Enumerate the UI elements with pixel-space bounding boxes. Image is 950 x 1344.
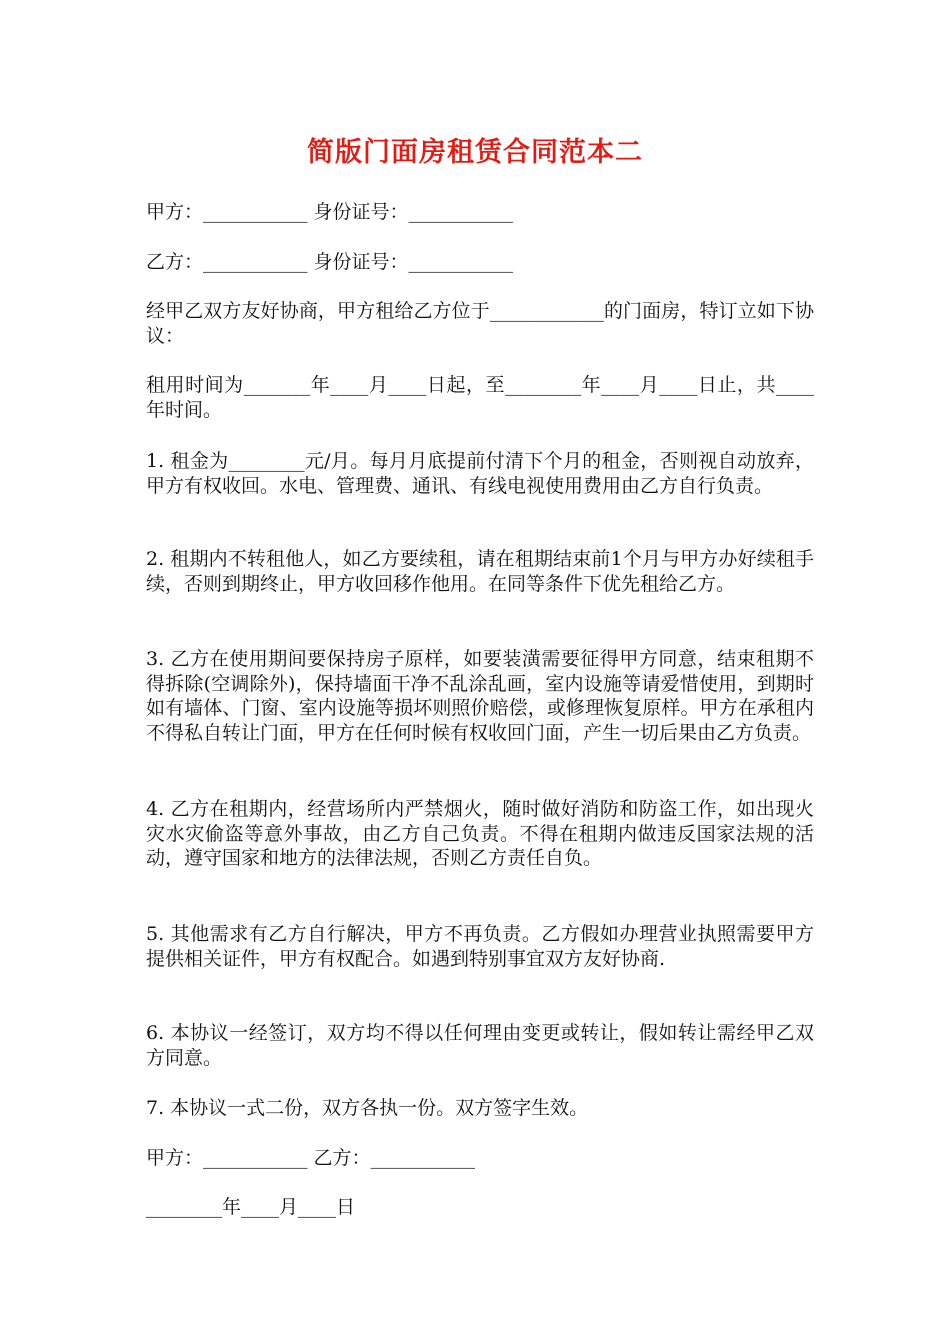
clause-7: 7. 本协议一式二份，双方各执一份。双方签字生效。 [146,1097,589,1119]
date-line: ________年____月____日 [146,1196,356,1218]
signature-line: 甲方：___________ 乙方：___________ [146,1147,476,1169]
clause-1: 1. 租金为________元/月。每月月底提前付清下个月的租金，否则视自动放弃，甲方有权收回。水电、管理费、通讯、有线电视使用费用由乙方自行负责。 [146,450,814,497]
party-a-line: 甲方：___________ 身份证号：___________ [146,201,514,223]
clause-6: 6. 本协议一经签订，双方均不得以任何理由变更或转让，假如转让需经甲乙双方同意。 [146,1022,814,1069]
intro-paragraph: 经甲乙双方友好协商，甲方租给乙方位于____________的门面房，特订立如下协议： [146,300,814,347]
clause-5: 5. 其他需求有乙方自行解决，甲方不再负责。乙方假如办理营业执照需要甲方提供相关证件，甲方有权配合。如遇到特别事宜双方友好协商. [146,923,814,970]
party-b-line: 乙方：___________ 身份证号：___________ [146,251,514,273]
clause-2: 2. 租期内不转租他人，如乙方要续租，请在租期结束前1个月与甲方办好续租手续，否则到期终止，甲方收回移作他用。在同等条件下优先租给乙方。 [146,548,814,595]
document-title: 简版门面房租赁合同范本二 [307,137,643,168]
clause-3: 3. 乙方在使用期间要保持房子原样，如要装潢需要征得甲方同意，结束租期不得拆除(空调除外)，保持墙面干净不乱涂乱画，室内设施等请爱惜使用，到期时如有墙体、门窗、室内设施等损坏则照价赔偿，或修理恢复原样。甲方在承租内不得私自转让门面，甲方在任何时候有权收回门面，产生一切后果由乙方负责。 [146,648,814,744]
term-paragraph: 租用时间为_______年____月____日起，至________年____月____日止，共____年时间。 [146,374,814,421]
clause-4: 4. 乙方在租期内，经营场所内严禁烟火，随时做好消防和防盗工作，如出现火灾水灾偷盗等意外事故，由乙方自己负责。不得在租期内做违反国家法规的活动，遵守国家和地方的法律法规，否则乙方责任自负。 [146,798,814,869]
